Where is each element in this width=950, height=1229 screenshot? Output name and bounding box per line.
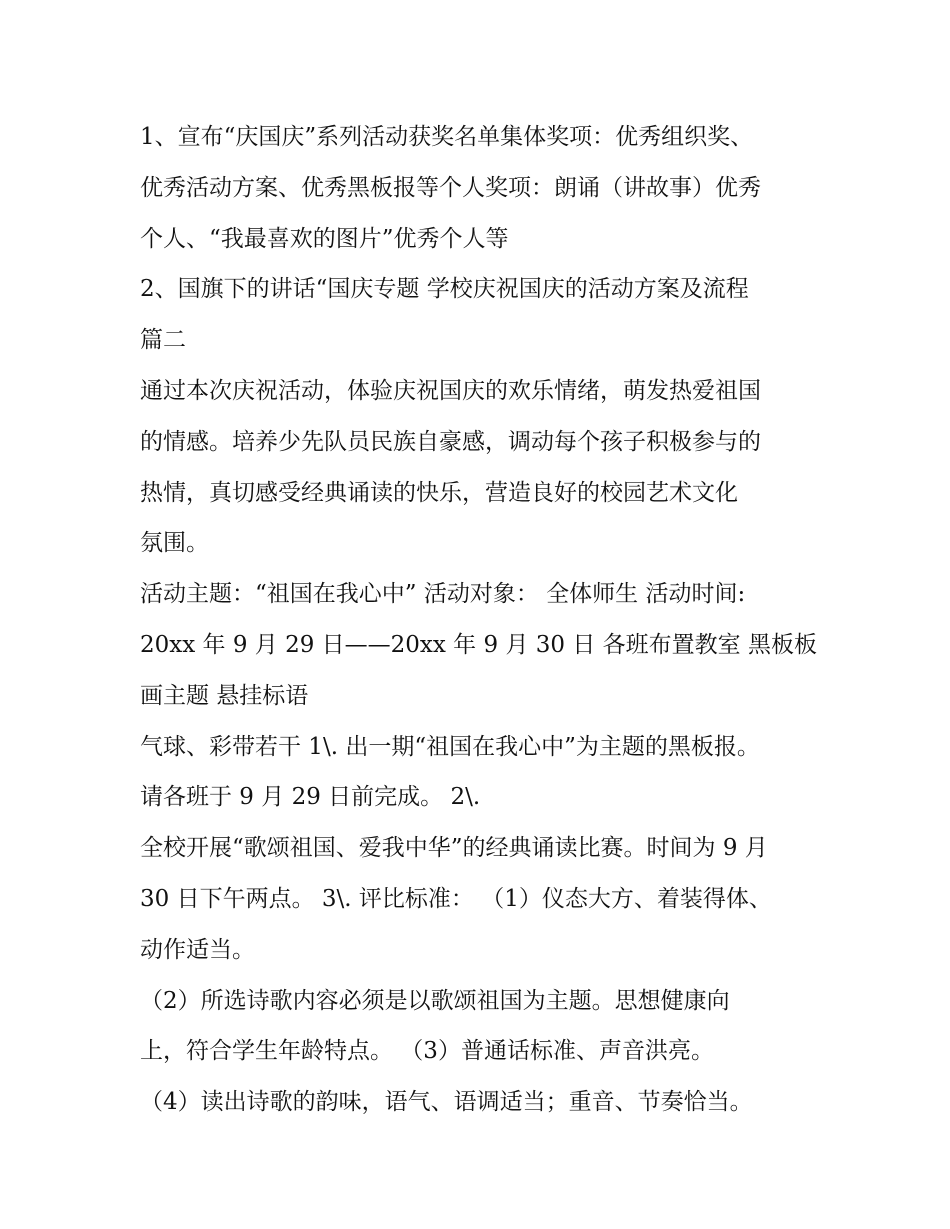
text-line-20: （4）读出诗歌的韵味，语气、语调适当；重音、节奏恰当。 bbox=[140, 1089, 753, 1116]
text-line-17: 动作适当。 bbox=[140, 936, 255, 963]
text-line-4: 2、国旗下的讲话“国庆专题 学校庆祝国庆的活动方案及流程 bbox=[140, 276, 749, 303]
document-body bbox=[140, 112, 820, 1128]
text-line-6: 通过本次庆祝活动，体验庆祝国庆的欢乐情绪，萌发热爱祖国 bbox=[140, 377, 761, 404]
text-line-13: 气球、彩带若干 1\. 出一期“祖国在我心中”为主题的黑板报。 bbox=[140, 733, 760, 760]
text-line-2: 优秀活动方案、优秀黑板报等个人奖项：朗诵（讲故事）优秀 bbox=[140, 174, 761, 201]
text-line-10: 活动主题：“祖国在我心中” 活动对象： 全体师生 活动时间: bbox=[140, 581, 746, 608]
text-line-8: 热情，真切感受经典诵读的快乐，营造良好的校园艺术文化 bbox=[140, 479, 738, 506]
text-line-3: 个人、“我最喜欢的图片”优秀个人等 bbox=[140, 225, 509, 252]
text-line-12: 画主题 悬挂标语 bbox=[140, 682, 309, 709]
text-line-15: 全校开展“歌颂祖国、爱我中华”的经典诵读比赛。时间为 9 月 bbox=[140, 835, 768, 862]
text-line-19: 上，符合学生年龄特点。 （3）普通话标准、声音洪亮。 bbox=[140, 1038, 714, 1065]
text-line-18: （2）所选诗歌内容必须是以歌颂祖国为主题。思想健康向 bbox=[140, 987, 730, 1014]
text-line-14: 请各班于 9 月 29 日前完成。 2\. bbox=[140, 784, 481, 811]
text-line-11: 20xx 年 9 月 29 日——20xx 年 9 月 30 日 各班布置教室 黑板板 bbox=[140, 631, 817, 658]
text-line-1: 1、宣布“庆国庆”系列活动获奖名单集体奖项：优秀组织奖、 bbox=[140, 124, 754, 150]
text-line-16: 30 日下午两点。 3\. 评比标准： （1）仪态大方、着装得体、 bbox=[140, 885, 772, 912]
text-line-7: 的情感。培养少先队员民族自豪感，调动每个孩子积极参与的 bbox=[140, 428, 761, 455]
text-line-5: 篇二 bbox=[140, 327, 186, 354]
text-line-9: 氛围。 bbox=[140, 530, 209, 557]
